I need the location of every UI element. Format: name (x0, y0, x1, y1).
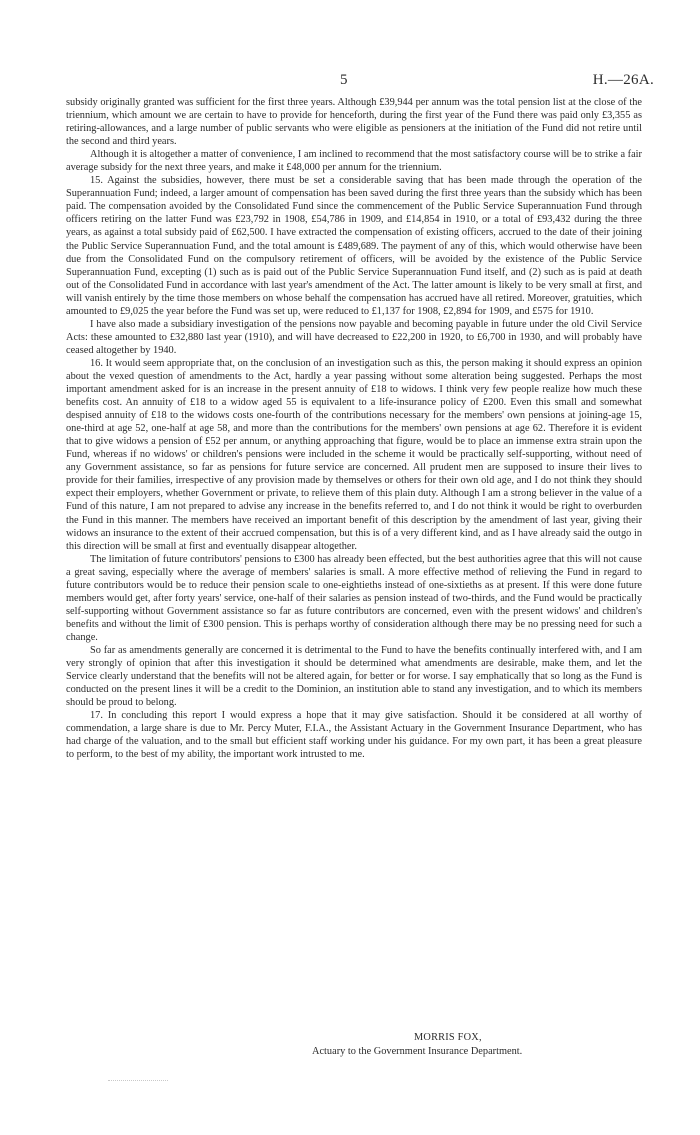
paragraph: So far as amendments generally are concerned it is detrimental to the Fund to have the benefits continually interfered with, and I am very strongly of opinion that after this investigation it should be determined what amendments are desirable, make them, and let the Service clearly understand that the benefits will not be altered again, for better or for worse. I say emphatically that so long as the Fund is conducted on the present lines it will be a credit to the Dominion, an institution able to stand any investigation, and to which its members should be proud to belong. (66, 644, 642, 709)
paragraph: Although it is altogether a matter of convenience, I am inclined to recommend that the most satisfactory course will be to strike a fair average subsidy for the next three years, and make it £48,000 per annum for the triennium. (66, 149, 642, 174)
signatory-name: MORRIS FOX, (414, 1032, 482, 1043)
paragraph: subsidy originally granted was sufficient for the first three years. Although £39,944 per annum was the total pension list at the close of the triennium, which amount we are certain to have to provide for henceforth, during the first year of the Fund there was paid only £3,355 as retiring-allowances, and a large number of public servants who were eligible as pensioners at the initiation of the Fund did not retire until the second and third years. (66, 97, 642, 148)
signature-block (300, 1031, 640, 1059)
scan-artifact (108, 1080, 168, 1082)
signatory-title: Actuary to the Government Insurance Department. (312, 1046, 523, 1057)
document-code: H.—26A. (592, 72, 654, 88)
paragraph: 15. Against the subsidies, however, there must be set a considerable saving that has been made through the operation of the Superannuation Fund; indeed, a larger amount of compensation has been saved during the first three years than the subsidy which has been paid. The compensation avoided by the Consolidated Fund since the commencement of the Public Service Superannuation Fund through officers retiring on the latter Fund was £23,792 in 1908, £54,786 in 1909, and £14,854 in 1910, or a total of £93,432 during the three years, as against a total subsidy paid of £62,500. I have extracted the compensation of existing officers, accrued to the date of their joining the Public Service Superannuation Fund, and the total amount is £489,689. The payment of any of this, which would otherwise have been due from the Consolidated Fund on the compulsory retirement of officers, will be avoided by the existence of the Public Service Superannuation Fund, excepting (1) such as is paid out of the Public Service Superannuation Fund itself, and (2) such as is paid at death out of the Consolidated Fund in accordance with last year's amendment of the Act. The latter amount is likely to be very small at first, and will vanish entirely by the time those members on whose behalf the compensation has accrued have all retired. Moreover, gratuities, which amounted to £9,025 the year before the Fund was set up, were reduced to £1,137 for 1908, £2,894 for 1909, and £575 for 1910. (66, 175, 642, 317)
page-number: 5 (340, 72, 348, 88)
paragraph: 16. It would seem appropriate that, on the conclusion of an investigation such as this, the person making it should express an opinion about the vexed question of amendments to the Act, hardly a year passing without some alteration being suggested. Perhaps the most important amendment asked for is an increase in the present annuity of £18 to widows. I think very few people realize how much these benefits cost. An annuity of £18 to a widow aged 55 is equivalent to a life-insurance policy of £200. Even this small and somewhat despised annuity of £18 to the widows costs one-fourth of the contributions necessary for the members' own pensions at joining-age 15, one-third at age 52, one-half at age 58, and more than the contributions for the members' own pensions at age 62. Therefore it is evident that to give widows a pension of £52 per annum, or anything approaching that figure, would be to place an immense extra strain upon the Fund, whereas if no widows' or children's pensions were included in the scheme it would be practically self-supporting, without need of any Government assistance, so far as pensions for future service are concerned. All prudent men are supposed to insure their lives to provide for their families, irrespective of any provision made by themselves or others for their own old age, and I do not think they should expect their employers, whether Government or private, to relieve them of this plain duty. Although I am a strong believer in the value of a Fund of this nature, I am not prepared to advise any increase in the benefits referred to, and I do not think it would be right to overburden the Fund in this manner. The members have received an important benefit of this description by the amendment of last year, giving their widows an insurance to the extent of their accrued compensation, but this is of a very different kind, and as I have already said the outgo in this direction will be small at first and eventually disappear altogether. (66, 357, 642, 552)
paragraph: The limitation of future contributors' pensions to £300 has already been effected, but the best authorities agree that this will not cause a great saving, especially where the average of members' salaries is small. A more effective method of relieving the Fund in regard to future contributors would be to reduce their pension scale to one-eightieths instead of one-sixtieths as at present. If this were done future members would get, after forty years' service, one-half of their salaries as pension instead of two-thirds, and the Fund would be practically self-supporting without Government assistance so far as future contributors are concerned, even with the present widows' and children's benefits and without the limit of £300 pension. This is perhaps worthy of consideration although there may be no pressing need for such a change. (66, 553, 642, 643)
paragraph: 17. In concluding this report I would express a hope that it may give satisfaction. Should it be considered at all worthy of commendation, a large share is due to Mr. Percy Muter, F.I.A., the Assistant Actuary in the Government Insurance Department, who has had charge of the valuation, and to the small but efficient staff working under his guidance. For my own part, it has been a great pleasure to perform, to the best of my ability, the important work intrusted to me. (66, 710, 642, 761)
report-body (66, 96, 642, 761)
paragraph: I have also made a subsidiary investigation of the pensions now payable and becoming payable in future under the old Civil Service Acts: these amounted to £32,880 last year (1910), and will have decreased to £22,200 in 1920, to £6,700 in 1930, and will probably have ceased altogether by 1940. (66, 318, 642, 356)
